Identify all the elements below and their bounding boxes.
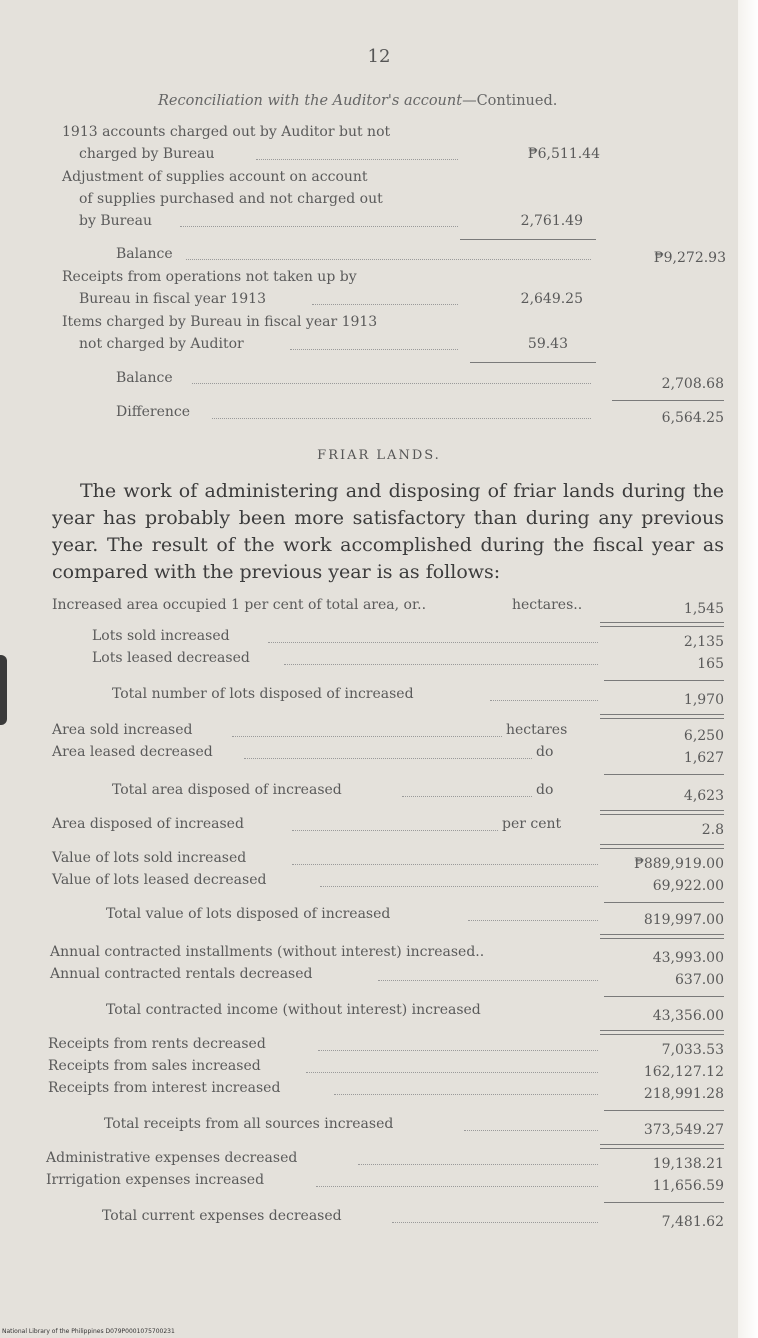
friar-item-label: Annual contracted installments (without interest) increased.. bbox=[50, 944, 485, 960]
double-rule bbox=[600, 810, 724, 815]
leader-dots bbox=[186, 259, 591, 260]
friar-item-value: 43,993.00 bbox=[652, 950, 724, 966]
double-rule bbox=[600, 934, 724, 939]
friar-item-value: 11,656.59 bbox=[652, 1178, 724, 1194]
recon-balance-1-label: Balance bbox=[116, 246, 173, 262]
friar-item-value: 162,127.12 bbox=[643, 1064, 724, 1080]
friar-item-value: 69,922.00 bbox=[652, 878, 724, 894]
leader-dots bbox=[358, 1164, 598, 1165]
leader-dots bbox=[316, 1186, 598, 1187]
friar-item-label: Area disposed of increased bbox=[52, 816, 244, 832]
friar-item-unit: do bbox=[536, 744, 554, 760]
reconciliation-heading-suffix: —Continued. bbox=[462, 93, 558, 109]
leader-dots bbox=[306, 1072, 598, 1073]
leader-dots bbox=[292, 864, 598, 865]
leader-dots bbox=[334, 1094, 598, 1095]
page-edge bbox=[738, 0, 758, 1338]
recon-difference-total: 6,564.25 bbox=[661, 410, 724, 426]
friar-item-unit: hectares.. bbox=[512, 597, 583, 613]
friar-item-value: 4,623 bbox=[683, 788, 724, 804]
sum-rule bbox=[604, 774, 724, 775]
friar-item-unit: hectares bbox=[506, 722, 568, 738]
sum-rule bbox=[604, 1110, 724, 1111]
friar-item-value: ₱889,919.00 bbox=[633, 856, 724, 872]
friar-item-unit: per cent bbox=[502, 816, 562, 832]
leader-dots bbox=[392, 1222, 598, 1223]
leader-dots bbox=[268, 642, 598, 643]
recon-row-1-amount: ₱6,511.44 bbox=[527, 146, 600, 162]
friar-item-label: Receipts from sales increased bbox=[48, 1058, 261, 1074]
friar-item-label: Total value of lots disposed of increased bbox=[106, 906, 391, 922]
friar-item-label: Administrative expenses decreased bbox=[46, 1150, 298, 1166]
friar-item-value: 43,356.00 bbox=[652, 1008, 724, 1024]
leader-dots bbox=[402, 796, 532, 797]
friar-item-value: 1,970 bbox=[683, 692, 724, 708]
sum-rule bbox=[460, 239, 596, 240]
recon-row-2-line3: by Bureau bbox=[79, 213, 152, 229]
recon-row-4-amount: 59.43 bbox=[527, 336, 568, 352]
friar-item-label: Lots leased decreased bbox=[92, 650, 250, 666]
friar-item-label: Increased area occupied 1 per cent of total area, or.. bbox=[52, 597, 427, 613]
friar-item-value: 819,997.00 bbox=[643, 912, 724, 928]
friar-item-value: 1,545 bbox=[683, 601, 724, 617]
leader-dots bbox=[244, 758, 532, 759]
leader-dots bbox=[468, 920, 598, 921]
recon-row-3-amount: 2,649.25 bbox=[520, 291, 583, 307]
leader-dots bbox=[212, 418, 591, 419]
double-rule bbox=[600, 622, 724, 627]
leader-dots bbox=[284, 664, 598, 665]
sum-rule bbox=[604, 902, 724, 903]
friar-item-value: 7,033.53 bbox=[661, 1042, 724, 1058]
friar-item-label: Annual contracted rentals decreased bbox=[50, 966, 313, 982]
friar-item-unit: do bbox=[536, 782, 554, 798]
friar-item-label: Total area disposed of increased bbox=[112, 782, 342, 798]
leader-dots bbox=[256, 159, 458, 160]
leader-dots bbox=[378, 980, 598, 981]
recon-row-2-line2: of supplies purchased and not charged out bbox=[79, 191, 383, 207]
friar-item-label: Receipts from rents decreased bbox=[48, 1036, 266, 1052]
scan-mark bbox=[0, 655, 7, 725]
leader-dots bbox=[490, 700, 598, 701]
leader-dots bbox=[192, 383, 591, 384]
leader-dots bbox=[312, 304, 458, 305]
friar-item-label: Area sold increased bbox=[52, 722, 193, 738]
recon-row-3-line2: Bureau in fiscal year 1913 bbox=[79, 291, 266, 307]
friar-lands-paragraph bbox=[52, 478, 724, 586]
double-rule bbox=[600, 1144, 724, 1149]
recon-balance-2-total: 2,708.68 bbox=[661, 376, 724, 392]
double-rule bbox=[600, 1030, 724, 1035]
friar-item-value: 165 bbox=[697, 656, 724, 672]
sum-rule bbox=[604, 1202, 724, 1203]
sum-rule bbox=[604, 680, 724, 681]
recon-row-1-line2: charged by Bureau bbox=[79, 146, 215, 162]
leader-dots bbox=[464, 1130, 598, 1131]
leader-dots bbox=[318, 1050, 598, 1051]
recon-row-2-amount: 2,761.49 bbox=[520, 213, 583, 229]
friar-item-label: Value of lots sold increased bbox=[52, 850, 247, 866]
recon-row-4-line1: Items charged by Bureau in fiscal year 1913 bbox=[62, 314, 378, 330]
leader-dots bbox=[232, 736, 502, 737]
friar-item-label: Receipts from interest increased bbox=[48, 1080, 281, 1096]
recon-difference-label: Difference bbox=[116, 404, 191, 420]
recon-balance-1-total: ₱9,272.93 bbox=[653, 250, 726, 266]
friar-item-label: Total current expenses decreased bbox=[102, 1208, 342, 1224]
friar-item-label: Area leased decreased bbox=[52, 744, 213, 760]
friar-item-label: Total receipts from all sources increased bbox=[104, 1116, 394, 1132]
recon-balance-2-label: Balance bbox=[116, 370, 173, 386]
friar-item-value: 6,250 bbox=[683, 728, 724, 744]
double-rule bbox=[600, 844, 724, 849]
friar-item-value: 1,627 bbox=[683, 750, 724, 766]
friar-item-value: 2,135 bbox=[683, 634, 724, 650]
friar-item-value: 637.00 bbox=[675, 972, 724, 988]
double-rule bbox=[600, 714, 724, 719]
leader-dots bbox=[180, 226, 458, 227]
leader-dots bbox=[320, 886, 598, 887]
friar-lands-paragraph-text: The work of administering and disposing of friar lands during the year has probably been more satisfactory than during any previous year. The result of the work accomplished during the fiscal year as compared with the previous year is as follows: bbox=[52, 480, 724, 583]
friar-item-label: Total contracted income (without interest) increased bbox=[106, 1002, 481, 1018]
leader-dots bbox=[292, 830, 498, 831]
friar-item-label: Irrrigation expenses increased bbox=[46, 1172, 265, 1188]
page-number: 12 bbox=[367, 46, 391, 67]
recon-row-3-line1: Receipts from operations not taken up by bbox=[62, 269, 357, 285]
friar-lands-heading: FRIAR LANDS. bbox=[317, 448, 441, 463]
recon-row-1-line1: 1913 accounts charged out by Auditor but not bbox=[62, 124, 391, 140]
friar-item-value: 19,138.21 bbox=[652, 1156, 724, 1172]
friar-item-label: Lots sold increased bbox=[92, 628, 230, 644]
reconciliation-heading bbox=[158, 93, 557, 109]
footer-credit: National Library of the Philippines D079P0001075700231 bbox=[2, 1328, 175, 1335]
friar-item-label: Value of lots leased decreased bbox=[52, 872, 267, 888]
friar-item-label: Total number of lots disposed of increased bbox=[112, 686, 414, 702]
friar-item-value: 373,549.27 bbox=[643, 1122, 724, 1138]
friar-item-value: 2.8 bbox=[701, 822, 724, 838]
reconciliation-heading-italic: Reconciliation with the Auditor's account bbox=[158, 93, 463, 109]
sum-rule bbox=[612, 400, 724, 401]
recon-row-4-line2: not charged by Auditor bbox=[79, 336, 244, 352]
sum-rule bbox=[604, 996, 724, 997]
recon-row-2-line1: Adjustment of supplies account on account bbox=[62, 169, 368, 185]
friar-item-value: 7,481.62 bbox=[661, 1214, 724, 1230]
sum-rule bbox=[470, 362, 596, 363]
friar-item-value: 218,991.28 bbox=[643, 1086, 724, 1102]
leader-dots bbox=[290, 349, 458, 350]
